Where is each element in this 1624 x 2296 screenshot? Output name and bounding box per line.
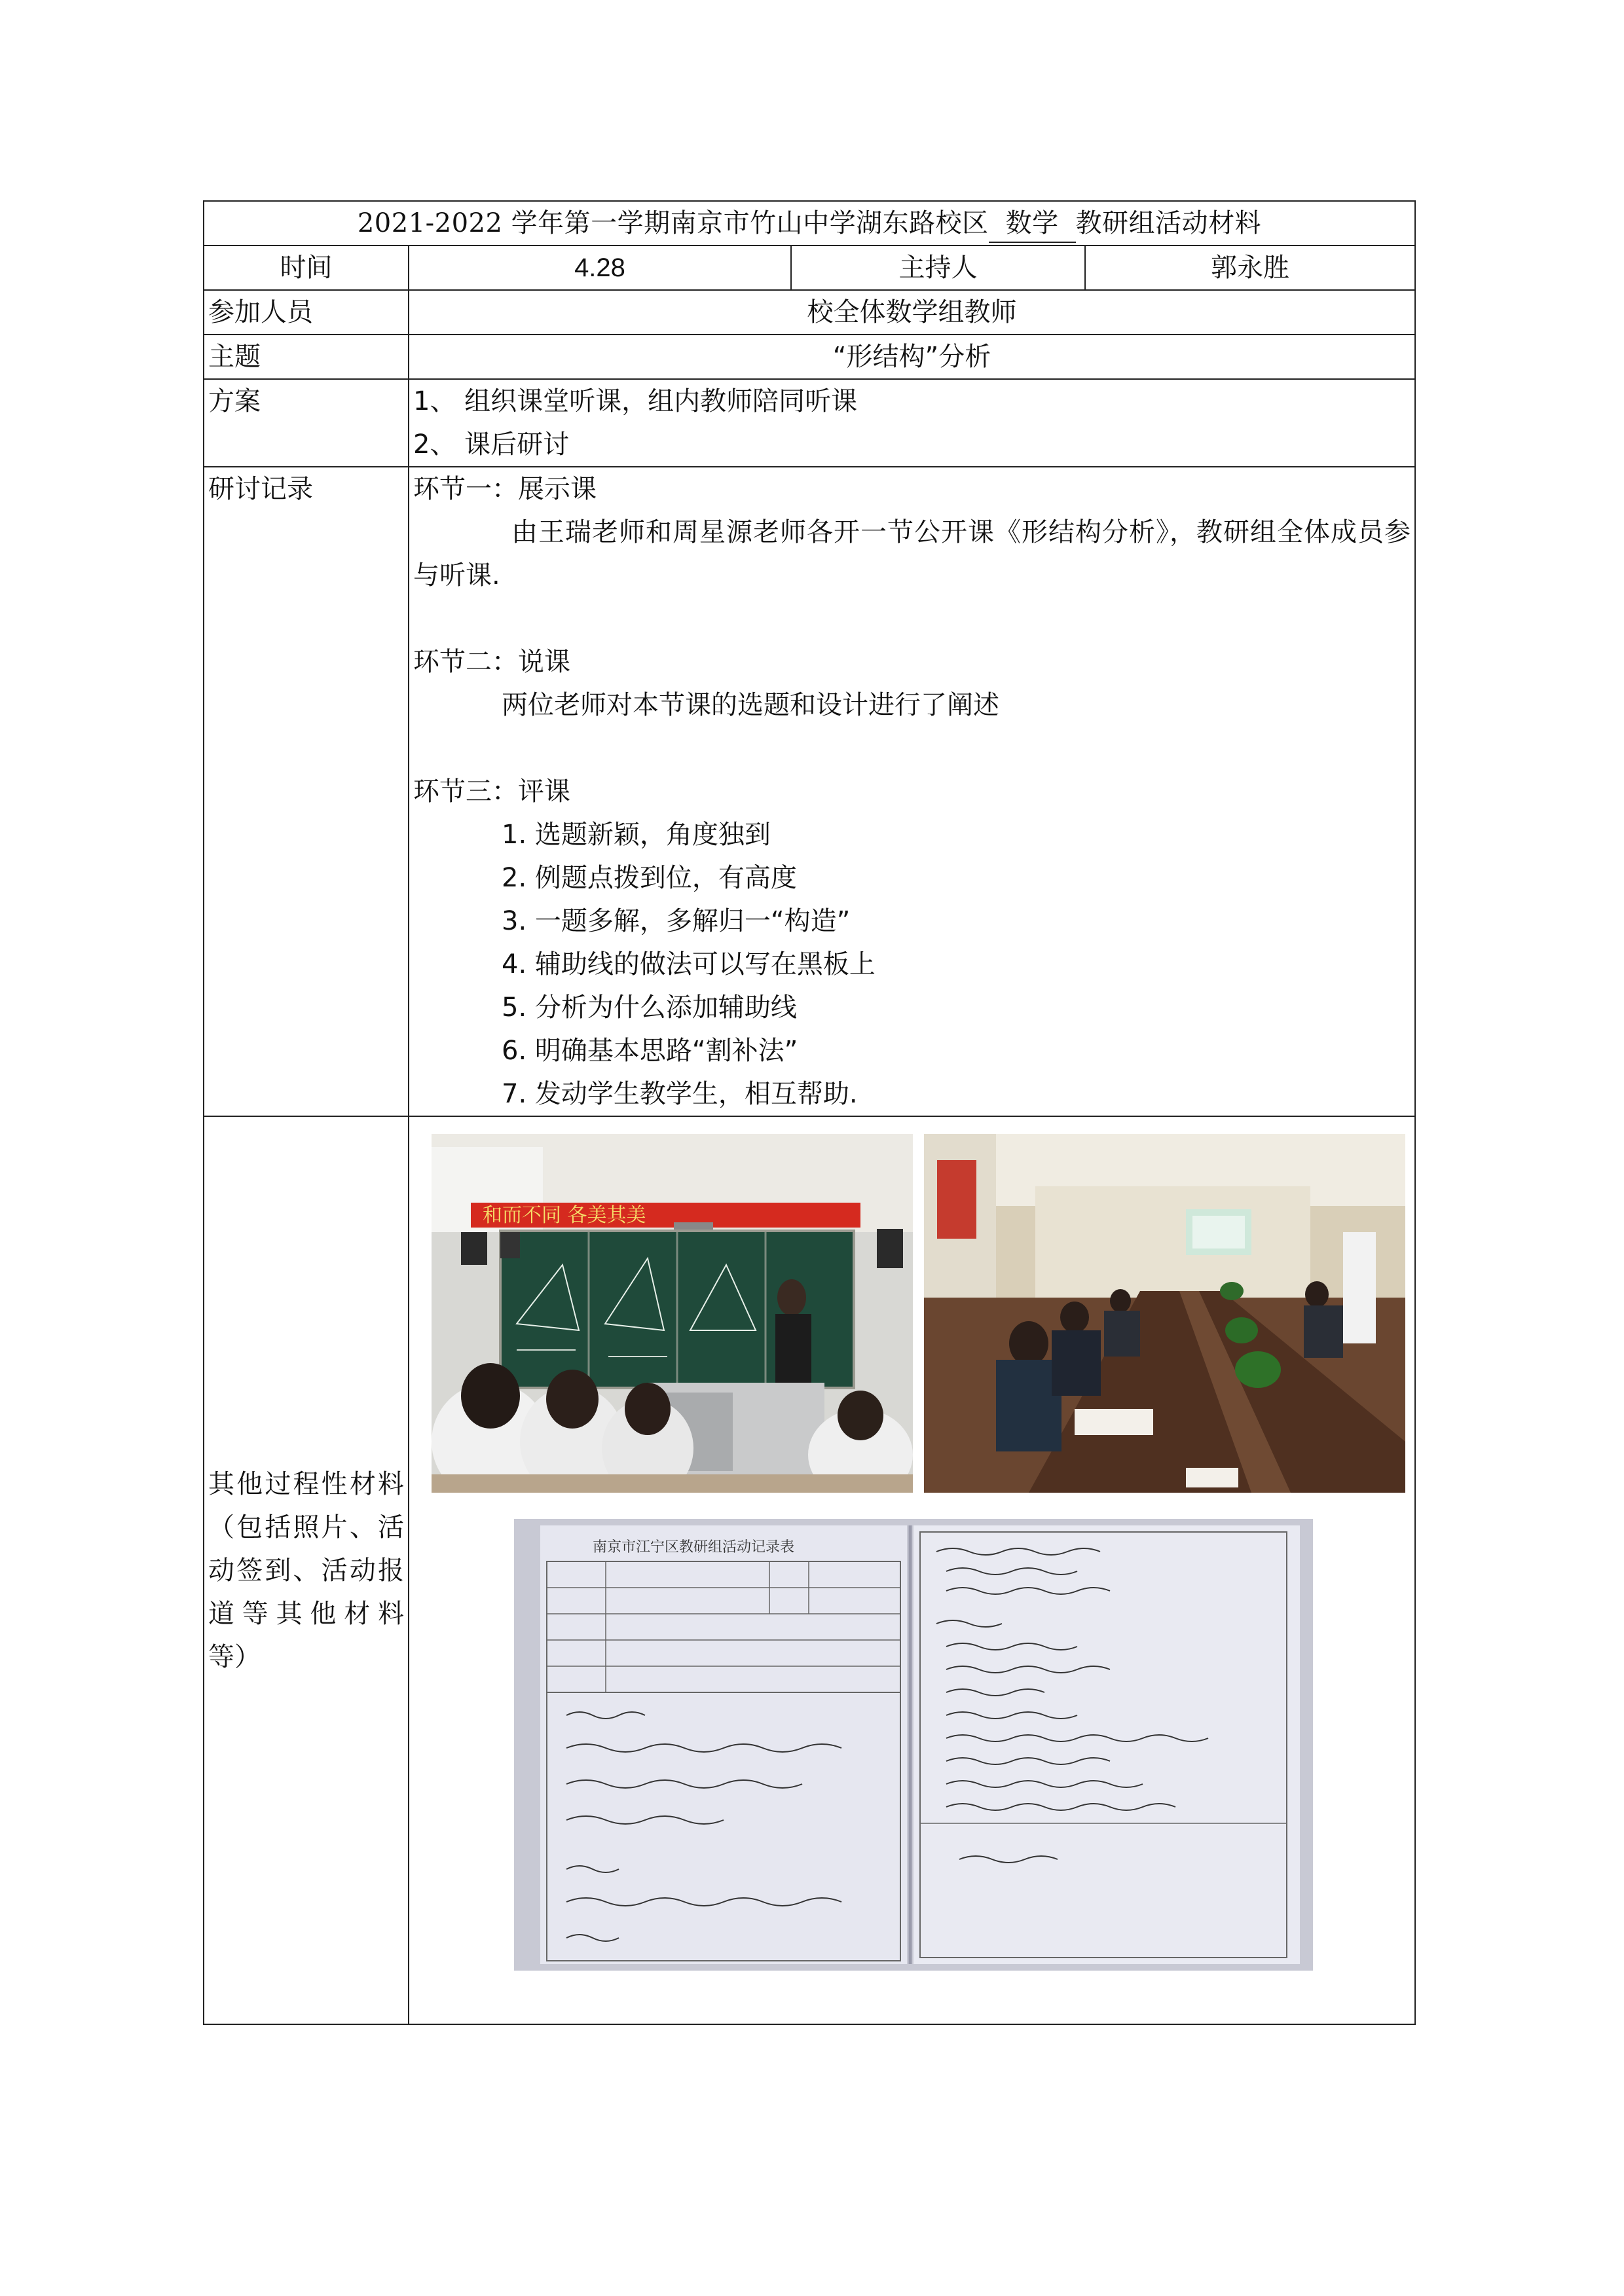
document-page <box>203 200 1414 2025</box>
review-item: 5. 分析为什么添加辅助线 <box>502 993 797 1023</box>
time-value: 4.28 <box>409 246 791 290</box>
title-suffix: 教研组活动材料 <box>1075 208 1262 238</box>
plan-label: 方案 <box>204 379 409 467</box>
topic-label: 主题 <box>204 335 409 379</box>
members-row <box>204 290 1415 335</box>
time-row <box>204 246 1415 290</box>
other-row <box>204 1116 1415 2024</box>
title-prefix: 2021-2022 学年第一学期南京市竹山中学湖东路校区 <box>357 208 989 238</box>
banner-text: 和而不同 各美其美 <box>483 1204 646 1227</box>
plan-item: 2、 课后研讨 <box>413 429 570 460</box>
host-value: 郭永胜 <box>1085 246 1415 290</box>
title-row <box>204 201 1415 246</box>
section2-text: 两位老师对本节课的选题和设计进行了阐述 <box>502 690 999 720</box>
review-item: 2. 例题点拨到位，有高度 <box>502 863 797 893</box>
record-row <box>204 467 1415 1116</box>
photos-area <box>409 1117 1414 2024</box>
section1-text: 由王瑞老师和周星源老师各开一节公开课《形结构分析》，教研组全体成员参与听课. <box>413 517 1411 591</box>
other-label: 其他过程性材料（包括照片、活动签到、活动报道等其他材料等） <box>204 1116 409 2024</box>
notebook-title: 南京市江宁区教研组活动记录表 <box>593 1539 795 1556</box>
topic-row <box>204 335 1415 379</box>
review-item: 3. 一题多解，多解归一“构造” <box>502 906 851 936</box>
record-label: 研讨记录 <box>204 467 409 1116</box>
photos-cell <box>409 1116 1415 2024</box>
plan-row <box>204 379 1415 467</box>
classroom-photo <box>432 1134 913 1493</box>
plan-item: 1、 组织课堂听课，组内教师陪同听课 <box>413 386 858 416</box>
activity-table <box>203 200 1416 2025</box>
record-content <box>409 467 1415 1116</box>
members-value: 校全体数学组教师 <box>409 290 1415 335</box>
meeting-photo <box>924 1134 1405 1493</box>
review-item: 7. 发动学生教学生，相互帮助. <box>502 1079 858 1109</box>
topic-value: “形结构”分析 <box>409 335 1415 379</box>
title-subject: 数学 <box>989 205 1076 243</box>
review-item: 6. 明确基本思路“割补法” <box>502 1036 798 1066</box>
host-label: 主持人 <box>791 246 1085 290</box>
time-label: 时间 <box>204 246 409 290</box>
members-label: 参加人员 <box>204 290 409 335</box>
review-item: 1. 选题新颖，角度独到 <box>502 820 771 850</box>
review-item: 4. 辅助线的做法可以写在黑板上 <box>502 949 876 979</box>
plan-content <box>409 379 1415 467</box>
section2-title: 环节二：说课 <box>413 647 570 677</box>
section1-title: 环节一：展示课 <box>413 474 597 504</box>
section3-title: 环节三：评课 <box>413 776 570 807</box>
document-title <box>204 201 1415 246</box>
notebook-photo <box>514 1519 1313 1971</box>
